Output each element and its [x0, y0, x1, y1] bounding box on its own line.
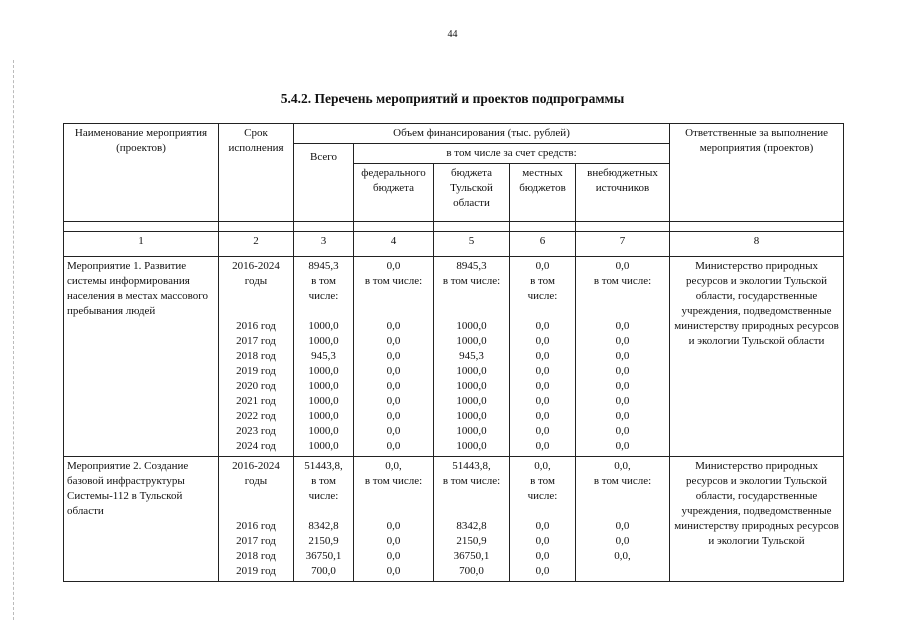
local-cell-summary: 0,0,: [534, 460, 551, 472]
regional-cell-year-value: 2150,9: [456, 535, 487, 547]
spacer: [222, 289, 290, 304]
extra-cell-year-value: 0,0: [615, 395, 630, 407]
term-cell-year-value: 2018 год: [236, 350, 276, 362]
federal-cell-year-value: 0,0: [386, 440, 401, 452]
local-cell-summary: 0,0: [535, 260, 550, 272]
regional-cell: [434, 457, 510, 582]
column-number: 3: [294, 232, 354, 257]
total-cell-year-value: 1000,0: [308, 335, 339, 347]
term-cell: [219, 457, 294, 582]
federal-cell-year-value: 0,0: [386, 350, 401, 362]
spacer: [579, 289, 666, 304]
extra-cell-year-value: 0,0: [615, 380, 630, 392]
local-cell-summary: в том: [530, 475, 555, 487]
extra-cell-year-value: 0,0: [615, 365, 630, 377]
federal-cell-year-value: 0,0: [386, 365, 401, 377]
term-cell-summary: 2016-2024: [232, 260, 280, 272]
term-cell: [219, 257, 294, 457]
term-cell-summary: годы: [244, 275, 268, 287]
extra-cell-year-value: 0,0: [615, 410, 630, 422]
term-cell-summary: 2016-2024: [232, 460, 280, 472]
total-cell: [294, 257, 354, 457]
total-cell-year-value: 1000,0: [308, 440, 339, 452]
regional-cell-year-value: 1000,0: [456, 410, 487, 422]
regional-cell-year-value: 1000,0: [456, 335, 487, 347]
extra-cell-year-value: 0,0,: [614, 550, 631, 562]
spacer: [437, 304, 506, 319]
local-cell-summary: числе:: [527, 290, 558, 302]
header-regional: бюджета Тульской области: [434, 164, 510, 222]
header-sources: в том числе за счет средств:: [354, 144, 670, 164]
federal-cell-year-value: 0,0: [386, 380, 401, 392]
header-responsible: Ответственные за выполнение мероприятия (проектов): [670, 124, 844, 222]
federal-cell-summary: 0,0: [386, 260, 401, 272]
local-cell-year-value: 0,0: [535, 535, 550, 547]
column-number: 7: [576, 232, 670, 257]
extra-cell-year-value: 0,0: [615, 425, 630, 437]
total-cell-year-value: 1000,0: [308, 320, 339, 332]
federal-cell-summary: в том числе:: [364, 275, 423, 287]
spacer: [357, 304, 430, 319]
federal-cell-summary: 0,0,: [385, 460, 402, 472]
page-number: 44: [447, 29, 458, 40]
term-cell-year-value: 2023 год: [236, 425, 276, 437]
column-number-row: [64, 232, 844, 257]
extra-cell-year-value: 0,0: [615, 535, 630, 547]
total-cell-year-value: 1000,0: [308, 410, 339, 422]
local-cell-year-value: 0,0: [535, 440, 550, 452]
regional-cell-year-value: 1000,0: [456, 440, 487, 452]
federal-cell-year-value: 0,0: [386, 520, 401, 532]
federal-cell-year-value: 0,0: [386, 335, 401, 347]
term-cell-year-value: 2019 год: [236, 565, 276, 577]
local-cell-year-value: 0,0: [535, 380, 550, 392]
spacer: [357, 489, 430, 504]
federal-cell-year-value: 0,0: [386, 550, 401, 562]
header-name: Наименование мероприятия (проектов): [64, 124, 219, 222]
total-cell-summary: числе:: [308, 290, 339, 302]
term-cell-year-value: 2020 год: [236, 380, 276, 392]
responsible-cell: Министерство природных ресурсов и экологии Тульской области, государственные учреждения, подведомственные министерству природных ресурсов и экологии Тульской: [670, 457, 844, 582]
total-cell: [294, 457, 354, 582]
spacer: [513, 504, 572, 519]
extra-cell: [576, 457, 670, 582]
regional-cell-summary: 8945,3: [456, 260, 487, 272]
spacer: [437, 504, 506, 519]
extra-cell-year-value: 0,0: [615, 320, 630, 332]
term-cell-year-value: 2021 год: [236, 395, 276, 407]
term-cell-year-value: 2018 год: [236, 550, 276, 562]
regional-cell-year-value: 36750,1: [453, 550, 490, 562]
regional-cell-year-value: 1000,0: [456, 425, 487, 437]
spacer: [357, 289, 430, 304]
regional-cell-year-value: 1000,0: [456, 395, 487, 407]
spacer: [437, 489, 506, 504]
extra-cell-summary: в том числе:: [593, 275, 652, 287]
total-cell-year-value: 945,3: [311, 350, 336, 362]
spacer: [579, 504, 666, 519]
term-cell-year-value: 2016 год: [236, 520, 276, 532]
measure-row: [64, 257, 844, 457]
federal-cell: [354, 457, 434, 582]
spacer: [437, 289, 506, 304]
federal-cell-year-value: 0,0: [386, 320, 401, 332]
total-cell-year-value: 1000,0: [308, 395, 339, 407]
total-cell-year-value: 1000,0: [308, 425, 339, 437]
extra-cell-year-value: 0,0: [615, 350, 630, 362]
federal-cell-year-value: 0,0: [386, 425, 401, 437]
local-cell: [510, 257, 576, 457]
regional-cell-year-value: 8342,8: [456, 520, 487, 532]
spacer: [297, 304, 350, 319]
total-cell-summary: числе:: [308, 490, 339, 502]
measure-name: Мероприятие 2. Создание базовой инфраструктуры Системы-112 в Тульской области: [64, 457, 219, 582]
federal-cell-year-value: 0,0: [386, 535, 401, 547]
total-cell-year-value: 700,0: [311, 565, 336, 577]
extra-cell-summary: 0,0,: [614, 460, 631, 472]
section-title: 5.4.2. Перечень мероприятий и проектов подпрограммы: [280, 91, 625, 106]
column-number: 6: [510, 232, 576, 257]
federal-cell-year-value: 0,0: [386, 395, 401, 407]
extra-cell-summary: 0,0: [615, 260, 630, 272]
local-cell-year-value: 0,0: [535, 520, 550, 532]
term-cell-year-value: 2017 год: [236, 535, 276, 547]
regional-cell-summary: в том числе:: [442, 275, 501, 287]
local-cell-summary: в том: [530, 275, 555, 287]
local-cell: [510, 457, 576, 582]
spacer: [222, 489, 290, 504]
regional-cell-year-value: 700,0: [459, 565, 484, 577]
total-cell-year-value: 2150,9: [308, 535, 339, 547]
regional-cell-year-value: 1000,0: [456, 365, 487, 377]
federal-cell-summary: в том числе:: [364, 475, 423, 487]
term-cell-year-value: 2016 год: [236, 320, 276, 332]
term-cell-year-value: 2024 год: [236, 440, 276, 452]
local-cell-year-value: 0,0: [535, 335, 550, 347]
spacer: [297, 504, 350, 519]
term-cell-year-value: 2022 год: [236, 410, 276, 422]
header-term: Срок исполнения: [219, 124, 294, 222]
header-funding: Объем финансирования (тыс. рублей): [294, 124, 670, 144]
total-cell-year-value: 1000,0: [308, 365, 339, 377]
column-number: 2: [219, 232, 294, 257]
spacer: [579, 304, 666, 319]
spacer: [222, 304, 290, 319]
local-cell-year-value: 0,0: [535, 320, 550, 332]
total-cell-summary: в том: [311, 475, 336, 487]
local-cell-year-value: 0,0: [535, 410, 550, 422]
regional-cell-year-value: 945,3: [459, 350, 484, 362]
column-number: 4: [354, 232, 434, 257]
measure-row: [64, 457, 844, 582]
extra-cell-year-value: [579, 564, 666, 579]
total-cell-summary: 51443,8,: [304, 460, 343, 472]
header-extra: внебюджетных источников: [576, 164, 670, 222]
column-number: 8: [670, 232, 844, 257]
local-cell-year-value: 0,0: [535, 395, 550, 407]
header-local: местных бюджетов: [510, 164, 576, 222]
measures-body: [64, 257, 844, 582]
term-cell-year-value: 2019 год: [236, 365, 276, 377]
term-cell-year-value: 2017 год: [236, 335, 276, 347]
term-cell-summary: годы: [244, 475, 268, 487]
spacer: [579, 489, 666, 504]
federal-cell-year-value: 0,0: [386, 410, 401, 422]
spacer: [357, 504, 430, 519]
header-separator: [64, 222, 844, 232]
measures-table: [63, 123, 844, 582]
spacer: [222, 504, 290, 519]
measure-name: Мероприятие 1. Развитие системы информирования населения в местах массового пребывания людей: [64, 257, 219, 457]
extra-cell: [576, 257, 670, 457]
total-cell-summary: 8945,3: [308, 260, 339, 272]
header-federal: федерального бюджета: [354, 164, 434, 222]
regional-cell-summary: в том числе:: [442, 475, 501, 487]
responsible-cell: Министерство природных ресурсов и экологии Тульской области, государственные учреждения, подведомственные министерству природных ресурсов и экологии Тульской области: [670, 257, 844, 457]
total-cell-year-value: 1000,0: [308, 380, 339, 392]
regional-cell-summary: 51443,8,: [452, 460, 491, 472]
regional-cell: [434, 257, 510, 457]
extra-cell-year-value: 0,0: [615, 440, 630, 452]
total-cell-year-value: 36750,1: [305, 550, 342, 562]
regional-cell-year-value: 1000,0: [456, 320, 487, 332]
local-cell-year-value: 0,0: [535, 565, 550, 577]
local-cell-year-value: 0,0: [535, 350, 550, 362]
federal-cell: [354, 257, 434, 457]
extra-cell-summary: в том числе:: [593, 475, 652, 487]
total-cell-year-value: 8342,8: [308, 520, 339, 532]
local-cell-summary: числе:: [527, 490, 558, 502]
header-total: Всего: [294, 144, 354, 222]
local-cell-year-value: 0,0: [535, 550, 550, 562]
total-cell-summary: в том: [311, 275, 336, 287]
column-number: 1: [64, 232, 219, 257]
regional-cell-year-value: 1000,0: [456, 380, 487, 392]
federal-cell-year-value: 0,0: [386, 565, 401, 577]
spacer: [513, 304, 572, 319]
extra-cell-year-value: 0,0: [615, 520, 630, 532]
local-cell-year-value: 0,0: [535, 425, 550, 437]
local-cell-year-value: 0,0: [535, 365, 550, 377]
extra-cell-year-value: 0,0: [615, 335, 630, 347]
column-number: 5: [434, 232, 510, 257]
margin-marks: [13, 60, 20, 620]
